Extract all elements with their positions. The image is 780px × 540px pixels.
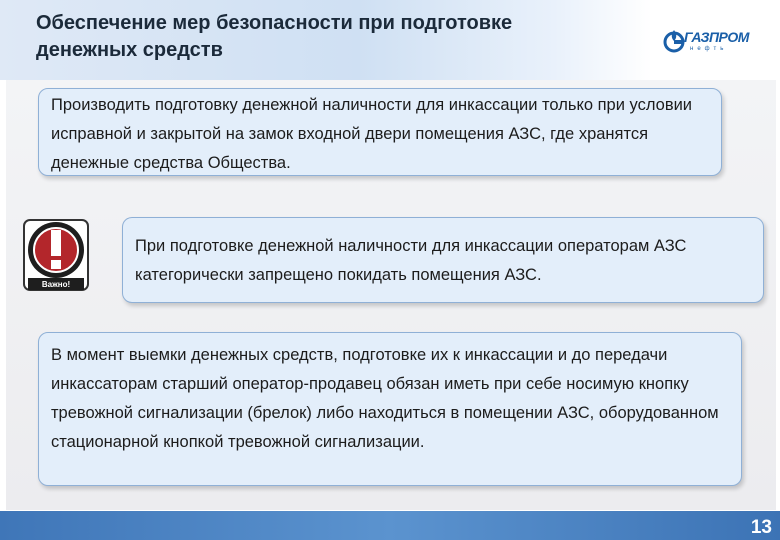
flame-icon <box>665 30 683 51</box>
note-no-leaving: При подготовке денежной наличности для инкассации операторам АЗС категорически запрещено покидать помещения АЗС. <box>122 217 764 303</box>
note-alarm-button: В момент выемки денежных средств, подготовке их к инкассации и до передачи инкассаторам старший оператор-продавец обязан иметь при себе носимую кнопку тревожной сигнализации (брелок) либо находиться в помещении АЗС, оборудованном стационарной кнопкой тревожной сигнализации. <box>38 332 742 486</box>
logo-subtext: нефть <box>690 46 728 52</box>
footer-bar <box>0 511 780 540</box>
warning-label: Важно! <box>41 280 71 289</box>
logo-text: ГАЗПРОМ <box>684 29 749 45</box>
page-number: 13 <box>750 517 772 538</box>
note-door-locked: Производить подготовку денежной наличности для инкассации только при условии исправной и закрытой на замок входной двери помещения АЗС, где хранятся денежные средства Общества. <box>38 88 722 176</box>
page-title: Обеспечение мер безопасности при подготовке денежных средств <box>36 12 513 61</box>
